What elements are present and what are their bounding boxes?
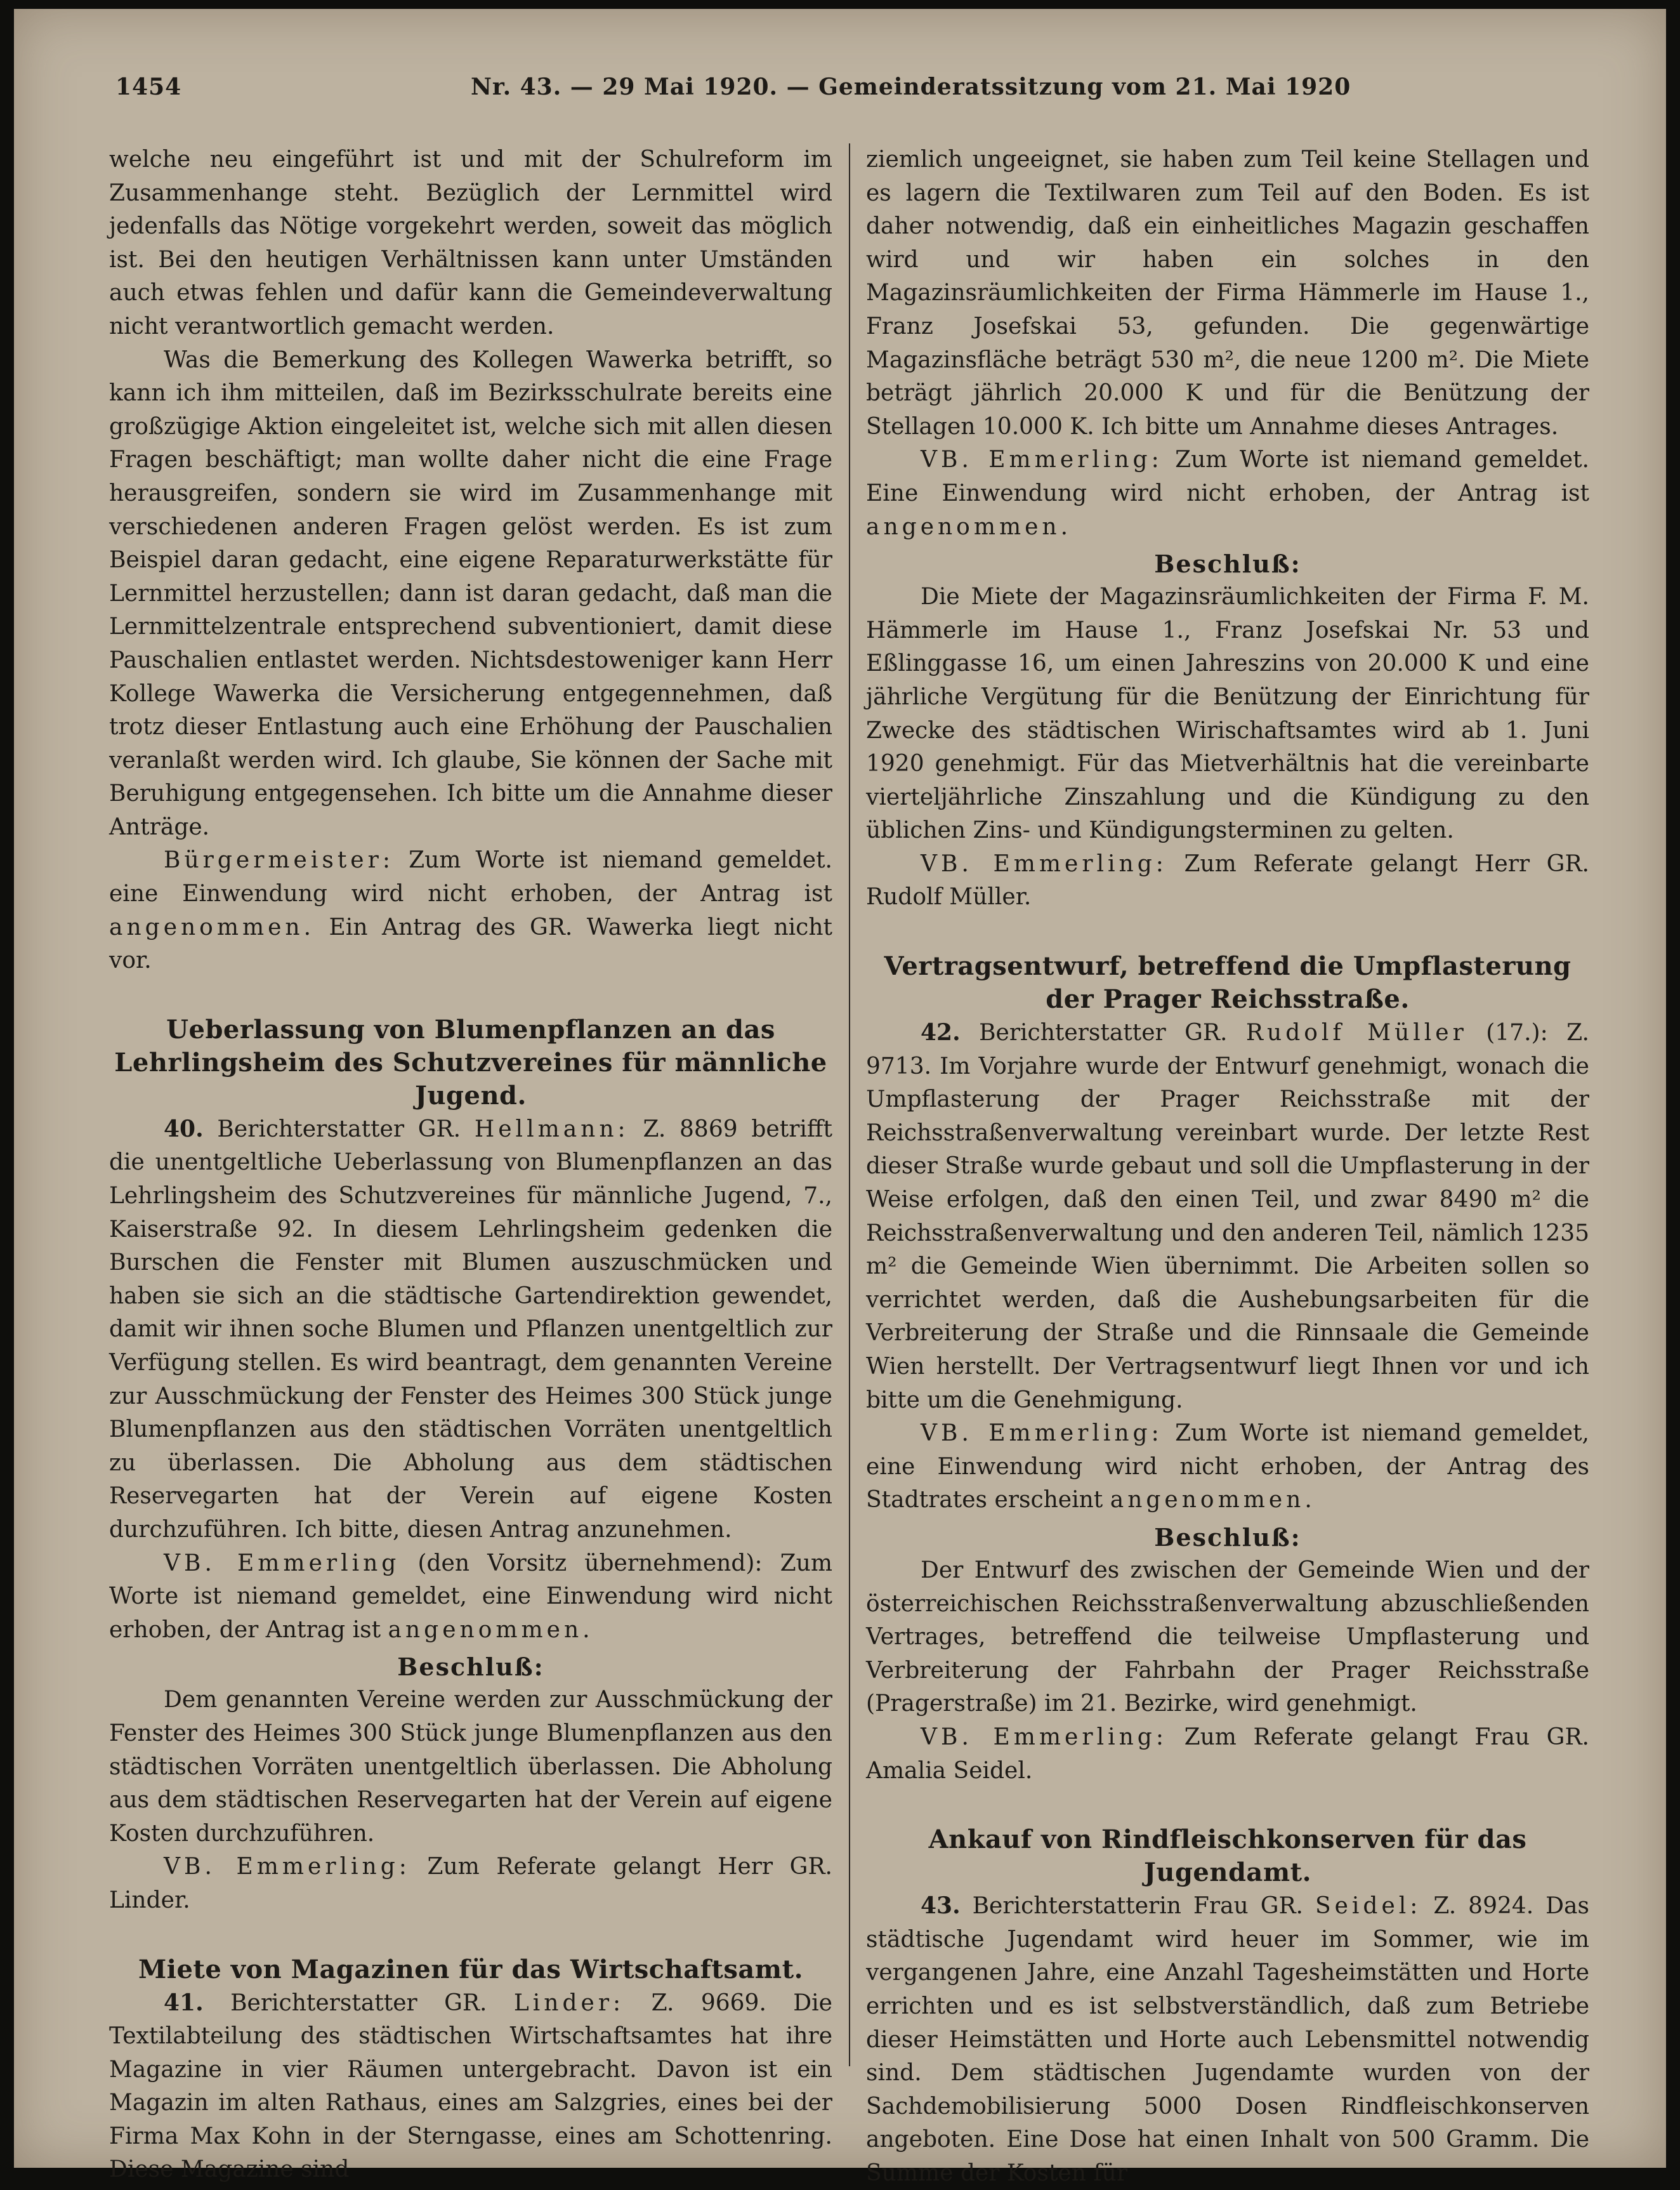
item-number: 42. [921, 1019, 961, 1046]
left-column [109, 143, 832, 2183]
resolution-text: Dem genannten Vereine werden zur Ausschmückung der Fenster des Heimes 300 Stück junge Blumenpflanzen aus den städtischen Vorräten unentgeltlich überlassen. Die Abholung aus dem städtischen Reservegarten hat der Verein auf eigene Kosten durchzuführen. [109, 1687, 832, 1847]
speaker-name: Hellmann: [474, 1116, 629, 1142]
newspaper-page [14, 9, 1666, 2186]
item-number: 41. [164, 1989, 204, 2016]
speaker-name: VB. Emmerling: [921, 447, 1163, 473]
resolution-heading: Beschluß: [397, 1652, 544, 1682]
resolution-heading: Beschluß: [1154, 550, 1301, 579]
section-heading: Miete von Magazinen für das Wirtschaftsamt. [138, 1954, 804, 1984]
page-number: 1454 [115, 74, 182, 100]
paragraph: 40. Berichterstatter GR. Hellmann: Z. 8869 betrifft die unentgeltliche Ueberlassung von Blumenpflanzen an das Lehrlingsheim des Schutzvereines für männliche Jugend, 7., Kaiserstraße 92. In diesem Lehrlingsheim gedenken die Burschen die Fenster mit Blumen auszuschmücken und haben sie sich an die städtische Gartendirektion gewendet, damit wir ihnen soche Blumen und Pflanzen unentgeltlich zur Verfügung stellen. Es wird beantragt, dem genannten Vereine zur Ausschmückung der Fenster des Heimes 300 Stück junge Blumenpflanzen aus den städtischen Vorräten unentgeltlich zu überlassen. Die Abholung aus dem städtischen Reservegarten hat der Verein auf eigene Kosten durchzuführen. Ich bitte, diesen Antrag anzunehmen. [109, 1115, 832, 1543]
paragraph: VB. Emmerling (den Vorsitz übernehmend): Zum Worte ist niemand gemeldet, eine Einwendung wird nicht erhoben, der Antrag ist angenommen. [109, 1550, 832, 1643]
section-heading: Ueberlassung von Blumenpflanzen an das Lehrlingsheim des Schutzvereines für männliche Jugend. [114, 1014, 827, 1111]
speaker-name: Rudolf Müller [1245, 1020, 1467, 1046]
speaker-name: Linder: [513, 1989, 625, 2016]
column-divider [849, 143, 850, 2066]
speaker-name: VB. Emmerling: [921, 850, 1167, 877]
resolution-heading: Beschluß: [1154, 1522, 1301, 1552]
resolution-text: Die Miete der Magazinsräumlichkeiten der Firma F. M. Hämmerle im Hause 1., Franz Josefskai Nr. 53 und Eßlinggasse 16, um einen Jahreszins von 20.000 K und eine jährliche Vergütung für die Benützung der Einrichtung für Zwecke des städtischen Wirischaftsamtes wird ab 1. Juni 1920 genehmigt. Für das Mietverhältnis hat die vereinbarte vierteljährliche Zinszahlung und die Kündigung zu den üblichen Zins- und Kündigungsterminen zu gelten. [866, 584, 1589, 844]
speaker-name: VB. Emmerling [164, 1550, 400, 1576]
item-number: 43. [921, 1892, 961, 1920]
paragraph: 41. Berichterstatter GR. Linder: Z. 9669. Die Textilabteilung des städtischen Wirtschaftsamtes hat ihre Magazine in vier Räumen untergebracht. Davon ist ein Magazin im alten Rathaus, eines am Salzgries, eines bei der Firma Max Kohn in der Sterngasse, eines am Schottenring. Diese Magazine sind [109, 1989, 832, 2183]
resolution-text: Der Entwurf des zwischen der Gemeinde Wien und der österreichischen Reichsstraßenverwaltung abzuschließenden Vertrages, betreffend die teilweise Umpflasterung und Verbreiterung der Fahrbahn der Prager Reichsstraße (Pragerstraße) im 21. Bezirke, wird genehmigt. [866, 1557, 1589, 1717]
speaker-name: VB. Emmerling: [921, 1420, 1163, 1447]
speaker-name: Bürgermeister: [164, 847, 394, 874]
item-number: 40. [164, 1115, 204, 1142]
paragraph: Was die Bemerkung des Kollegen Wawerka betrifft, so kann ich ihm mitteilen, daß im Bezirksschulrate bereits eine großzügige Aktion eingeleitet ist, welche sich mit allen diesen Fragen beschäftigt; man wollte daher nicht die eine Frage herausgreifen, sondern sie wird im Zusammenhange mit verschiedenen anderen Fragen gelöst werden. Es ist zum Beispiel daran gedacht, eine eigene Reparaturwerkstätte für Lernmittel herzustellen; dann ist daran gedacht, daß man die Lernmittelzentrale entsprechend subventioniert, damit diese Pauschalien entlastet werden. Nichtsdestoweniger kann Herr Kollege Wawerka die Versicherung entgegennehmen, daß trotz dieser Entlastung auch eine Erhöhung der Pauschalien veranlaßt werden wird. Ich glaube, Sie können der Sache mit Beruhigung entgegensehen. Ich bitte um die Annahme dieser Anträge. [109, 346, 832, 840]
paragraph: ziemlich ungeeignet, sie haben zum Teil keine Stellagen und es lagern die Textilwaren zum Teil auf den Boden. Es ist daher notwendig, daß ein einheitliches Magazin geschaffen wird und wir haben ein solches in den Magazinsräumlichkeiten der Firma Hämmerle im Hause 1., Franz Josefskai 53, gefunden. Die gegenwärtige Magazinsfläche beträgt 530 m², die neue 1200 m². Die Miete beträgt jährlich 20.000 K und für die Benützung der Stellagen 10.000 K. Ich bitte um Annahme dieses Antrages. [866, 147, 1589, 440]
paragraph: VB. Emmerling: Zum Referate gelangt Herr GR. Rudolf Müller. [866, 850, 1589, 911]
page-header [115, 67, 1625, 112]
paragraph: Bürgermeister: Zum Worte ist niemand gemeldet. eine Einwendung wird nicht erhoben, der Antrag ist angenommen. Ein Antrag des GR. Wawerka liegt nicht vor. [109, 847, 832, 974]
speaker-name: VB. Emmerling: [921, 1724, 1167, 1750]
paragraph: VB. Emmerling: Zum Worte ist niemand gemeldet, eine Einwendung wird nicht erhoben, der Antrag des Stadtrates erscheint angenommen. [866, 1420, 1589, 1514]
paragraph: VB. Emmerling: Zum Worte ist niemand gemeldet. Eine Einwendung wird nicht erhoben, der Antrag ist angenommen. [866, 447, 1589, 540]
speaker-name: Seidel: [1315, 1893, 1422, 1920]
paragraph: 43. Berichterstatterin Frau GR. Seidel: Z. 8924. Das städtische Jugendamt wird heuer im Sommer, wie im vergangenen Jahre, eine Anzahl Tagesheimstätten und Horte errichten und es ist selbstverständlich, daß zum Betriebe dieser Heimstätten und Horte auch Lebensmittel notwendig sind. Dem städtischen Jugendamte wurden von der Sachdemobilisierung 5000 Dosen Rindfleischkonserven angeboten. Eine Dose hat einen Inhalt von 500 Gramm. Die Summe der Kosten für [866, 1892, 1589, 2186]
right-column [866, 143, 1589, 2186]
paragraph: 42. Berichterstatter GR. Rudolf Müller (17.): Z. 9713. Im Vorjahre wurde der Entwurf genehmigt, wonach die Umpflasterung der Prager Reichsstraße mit der Reichsstraßenverwaltung vereinbart wurde. Der letzte Rest dieser Straße wurde gebaut und soll die Umpflasterung in der Weise erfolgen, daß den einen Teil, und zwar 8490 m² die Reichsstraßenverwaltung und den anderen Teil, nämlich 1235 m² die Gemeinde Wien übernimmt. Die Arbeiten sollen so verrichtet werden, daß die Aushebungsarbeiten für die Verbreiterung der Straße und die Rinnsaale die Gemeinde Wien herstellt. Der Vertragsentwurf liegt Ihnen vor und ich bitte um die Genehmigung. [866, 1019, 1589, 1413]
section-heading: Ankauf von Rindfleischkonserven für das Jugendamt. [928, 1824, 1527, 1888]
paragraph: VB. Emmerling: Zum Referate gelangt Frau GR. Amalia Seidel. [866, 1724, 1589, 1784]
paragraph: VB. Emmerling: Zum Referate gelangt Herr GR. Linder. [109, 1854, 832, 1913]
section-heading: Vertragsentwurf, betreffend die Umpflasterung der Prager Reichsstraße. [884, 951, 1572, 1015]
speaker-name: VB. Emmerling: [164, 1854, 410, 1880]
paragraph: welche neu eingeführt ist und mit der Schulreform im Zusammenhange steht. Bezüglich der Lernmittel wird jedenfalls das Nötige vorgekehrt werden, soweit das möglich ist. Bei den heutigen Verhältnissen kann unter Umständen auch etwas fehlen und dafür kann die Gemeindeverwaltung nicht verantwortlich gemacht werden. [109, 147, 832, 340]
running-title: Nr. 43. — 29 Mai 1920. — Gemeinderatssitzung vom 21. Mai 1920 [471, 74, 1351, 100]
